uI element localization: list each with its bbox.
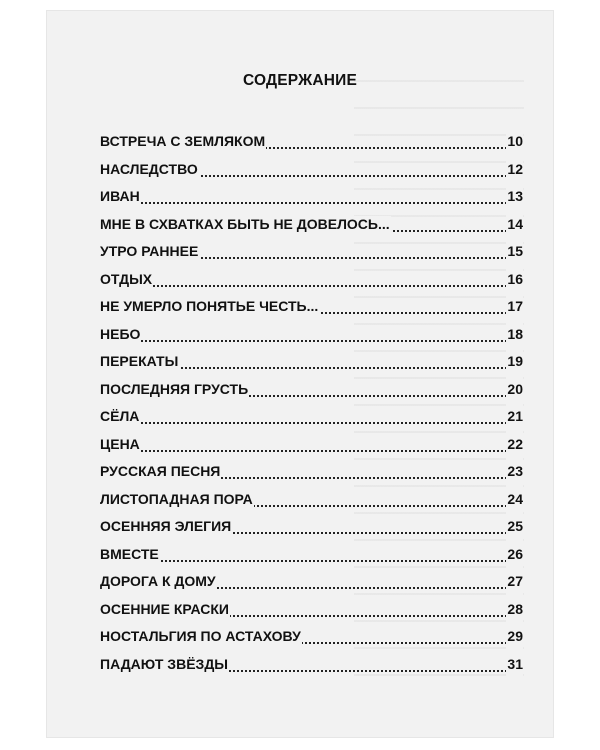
- toc-entry: [100, 376, 523, 404]
- toc-entry: [100, 541, 523, 569]
- toc-entry-page: 28: [506, 596, 523, 624]
- dot-leader: [100, 422, 523, 424]
- toc-entry: [100, 238, 523, 266]
- toc-entry: [100, 568, 523, 596]
- toc-entry-page: 24: [506, 486, 523, 514]
- dot-leader: [100, 340, 523, 342]
- toc-entry-page: 15: [506, 238, 523, 266]
- toc-entry-page: 27: [506, 568, 523, 596]
- toc-entry-page: 18: [506, 321, 523, 349]
- toc-entry-title: НЕБО: [100, 325, 141, 342]
- toc-entry-title: ПАДАЮТ ЗВЁЗДЫ: [100, 655, 229, 672]
- toc-entry-page: 13: [506, 183, 523, 211]
- table-of-contents: [100, 128, 523, 678]
- toc-entry: [100, 128, 523, 156]
- book-page: [46, 10, 554, 738]
- dot-leader: [100, 450, 523, 452]
- dot-leader: [100, 285, 523, 287]
- toc-entry-title: ПЕРЕКАТЫ: [100, 353, 179, 369]
- toc-entry-title: ОСЕННЯЯ ЭЛЕГИЯ: [100, 518, 232, 534]
- toc-entry-page: 22: [506, 431, 523, 459]
- toc-entry-page: 16: [506, 266, 523, 294]
- toc-entry-title: СЁЛА: [100, 408, 140, 424]
- toc-entry: [100, 596, 523, 624]
- toc-entry-title: ВМЕСТЕ: [100, 545, 159, 562]
- toc-entry-page: 20: [506, 376, 523, 404]
- toc-entry: [100, 348, 523, 376]
- toc-entry-title: ОСЕННИЕ КРАСКИ: [100, 600, 229, 617]
- toc-entry-title: ИВАН: [100, 188, 140, 204]
- toc-entry: [100, 486, 523, 514]
- toc-entry-title: ОТДЫХ: [100, 270, 153, 287]
- toc-entry-page: 25: [506, 513, 523, 541]
- toc-entry-page: 10: [506, 128, 523, 156]
- toc-entry-page: 12: [506, 156, 523, 184]
- toc-entry-title: ДОРОГА К ДОМУ: [100, 573, 216, 589]
- toc-entry-title: УТРО РАННЕЕ: [100, 243, 199, 259]
- toc-entry-page: 14: [506, 211, 523, 239]
- toc-entry-page: 23: [506, 458, 523, 486]
- toc-entry: [100, 183, 523, 211]
- toc-entry: [100, 266, 523, 294]
- toc-entry-title: ЛИСТОПАДНАЯ ПОРА: [100, 490, 253, 507]
- toc-entry-title: РУССКАЯ ПЕСНЯ: [100, 463, 221, 479]
- toc-entry-page: 29: [506, 623, 523, 651]
- dot-leader: [100, 560, 523, 562]
- toc-entry: [100, 623, 523, 651]
- toc-entry-title: ВСТРЕЧА С ЗЕМЛЯКОМ: [100, 133, 266, 149]
- toc-entry: [100, 156, 523, 184]
- contents-heading: СОДЕРЖАНИЕ: [242, 72, 358, 89]
- toc-entry-title: НОСТАЛЬГИЯ ПО АСТАХОВУ: [100, 628, 301, 644]
- toc-entry: [100, 293, 523, 321]
- toc-entry-page: 19: [506, 348, 523, 376]
- toc-entry-title: МНЕ В СХВАТКАХ БЫТЬ НЕ ДОВЕЛОСЬ...: [100, 215, 390, 232]
- toc-entry-title: ЦЕНА: [100, 435, 140, 452]
- toc-entry: [100, 431, 523, 459]
- toc-entry-title: ПОСЛЕДНЯЯ ГРУСТЬ: [100, 380, 249, 397]
- toc-entry: [100, 651, 523, 679]
- dot-leader: [100, 202, 523, 204]
- toc-entry: [100, 321, 523, 349]
- toc-entry: [100, 513, 523, 541]
- toc-entry: [100, 403, 523, 431]
- toc-entry: [100, 211, 523, 239]
- toc-entry-page: 26: [506, 541, 523, 569]
- toc-entry-page: 17: [506, 293, 523, 321]
- toc-entry-title: НАСЛЕДСТВО: [100, 160, 198, 177]
- toc-entry-page: 21: [506, 403, 523, 431]
- toc-entry: [100, 458, 523, 486]
- toc-entry-page: 31: [506, 651, 523, 679]
- toc-entry-title: НЕ УМЕРЛО ПОНЯТЬЕ ЧЕСТЬ...: [100, 298, 319, 314]
